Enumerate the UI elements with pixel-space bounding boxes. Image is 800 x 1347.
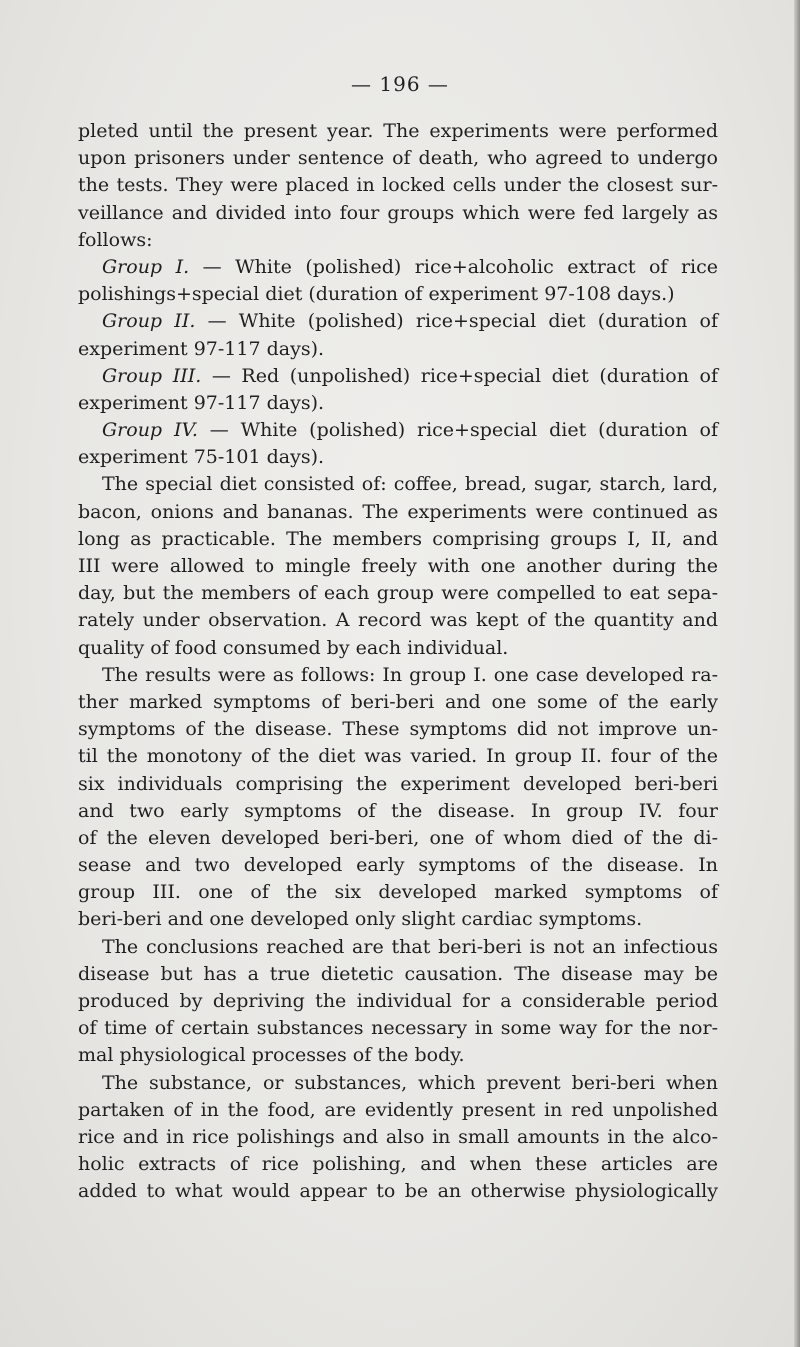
group-desc: — Red (unpolished) rice+special diet (duration of [201, 364, 718, 387]
text-line: ther marked symptoms of beri-beri and one some of the early [78, 690, 718, 713]
group-label: Group I. [102, 255, 190, 278]
group-desc: — White (polished) rice+special diet (duration of [197, 419, 718, 442]
text-line: quality of food consumed by each individual. [78, 636, 509, 659]
text-line: follows: [78, 228, 153, 251]
text-line: day, but the members of each group were compelled to eat sepa- [78, 582, 718, 605]
text-line: bacon, onions and bananas. The experiments were continued as [78, 500, 718, 523]
text-line: upon prisoners under sentence of death, who agreed to undergo [78, 147, 718, 170]
group-label: Group II. [102, 310, 196, 333]
text-line: III were allowed to mingle freely with one another during the [78, 555, 718, 577]
text-line: group III. one of the six developed marked symptoms of [78, 881, 718, 904]
text-line: symptoms of the disease. These symptoms did not improve un- [78, 718, 718, 741]
text-line: veillance and divided into four groups which were fed largely as [78, 201, 718, 224]
text-line: long as practicable. The members comprising groups I, II, and [78, 527, 718, 550]
text-line: added to what would appear to be an otherwise physiologically [78, 1180, 718, 1203]
text-line: disease but has a true dietetic causation. The disease may be [78, 962, 718, 985]
paragraph-special-diet [78, 471, 718, 661]
body-text [78, 118, 718, 1206]
text-line: and two early symptoms of the disease. In group IV. four [78, 799, 718, 822]
group-label: Group III. [102, 364, 202, 387]
text-line: experiment 75-101 days). [78, 446, 325, 469]
group-1-entry [78, 254, 718, 308]
paragraph-conclusions [78, 934, 718, 1070]
page-number: — 196 — [351, 72, 449, 96]
text-line [78, 363, 718, 390]
paragraph-results [78, 662, 718, 934]
text-line: holic extracts of rice polishing, and when these articles are [78, 1153, 718, 1176]
text-line: sease and two developed early symptoms of the disease. In [78, 854, 718, 877]
group-3-entry [78, 363, 718, 417]
text-line: experiment 97-117 days). [78, 391, 325, 414]
text-line: rice and in rice polishings and also in small amounts in the alco- [78, 1125, 718, 1148]
text-line: til the monotony of the diet was varied. In group II. four of the [78, 745, 718, 768]
text-line: polishings+special diet (duration of experiment 97-108 days.) [78, 283, 675, 306]
text-line: The substance, or substances, which prevent beri-beri when [102, 1071, 718, 1094]
group-4-entry [78, 417, 718, 471]
text-line [78, 308, 718, 335]
text-line: beri-beri and one developed only slight cardiac symptoms. [78, 908, 643, 931]
group-label: Group IV. [102, 419, 198, 442]
text-line: six individuals comprising the experiment developed beri-beri [78, 772, 718, 795]
text-line: The conclusions reached are that beri-beri is not an infectious [102, 935, 718, 958]
group-desc: — White (polished) rice+alcoholic extract of rice [189, 255, 718, 278]
text-line: experiment 97-117 days). [78, 337, 325, 360]
group-desc: — White (polished) rice+special diet (duration of [195, 310, 718, 333]
text-line: pleted until the present year. The experiments were performed [78, 120, 718, 142]
text-line [78, 254, 718, 281]
text-line: of time of certain substances necessary in some way for the nor- [78, 1017, 718, 1040]
text-line: partaken of in the food, are evidently present in red unpolished [78, 1098, 718, 1121]
text-line: of the eleven developed beri-beri, one of whom died of the di- [78, 826, 718, 849]
paragraph-substances [78, 1070, 718, 1206]
text-line: rately under observation. A record was kept of the quantity and [78, 609, 718, 632]
text-line [78, 417, 718, 444]
text-line: mal physiological processes of the body. [78, 1044, 465, 1067]
page-edge-shadow [794, 0, 800, 1347]
text-line: the tests. They were placed in locked cells under the closest sur- [78, 174, 718, 197]
group-2-entry [78, 308, 718, 362]
text-line: produced by depriving the individual for a considerable period [78, 990, 718, 1012]
paragraph-intro [78, 118, 718, 254]
text-line: The special diet consisted of: coffee, bread, sugar, starch, lard, [102, 473, 718, 496]
text-line: The results were as follows: In group I. one case developed ra- [102, 663, 718, 686]
